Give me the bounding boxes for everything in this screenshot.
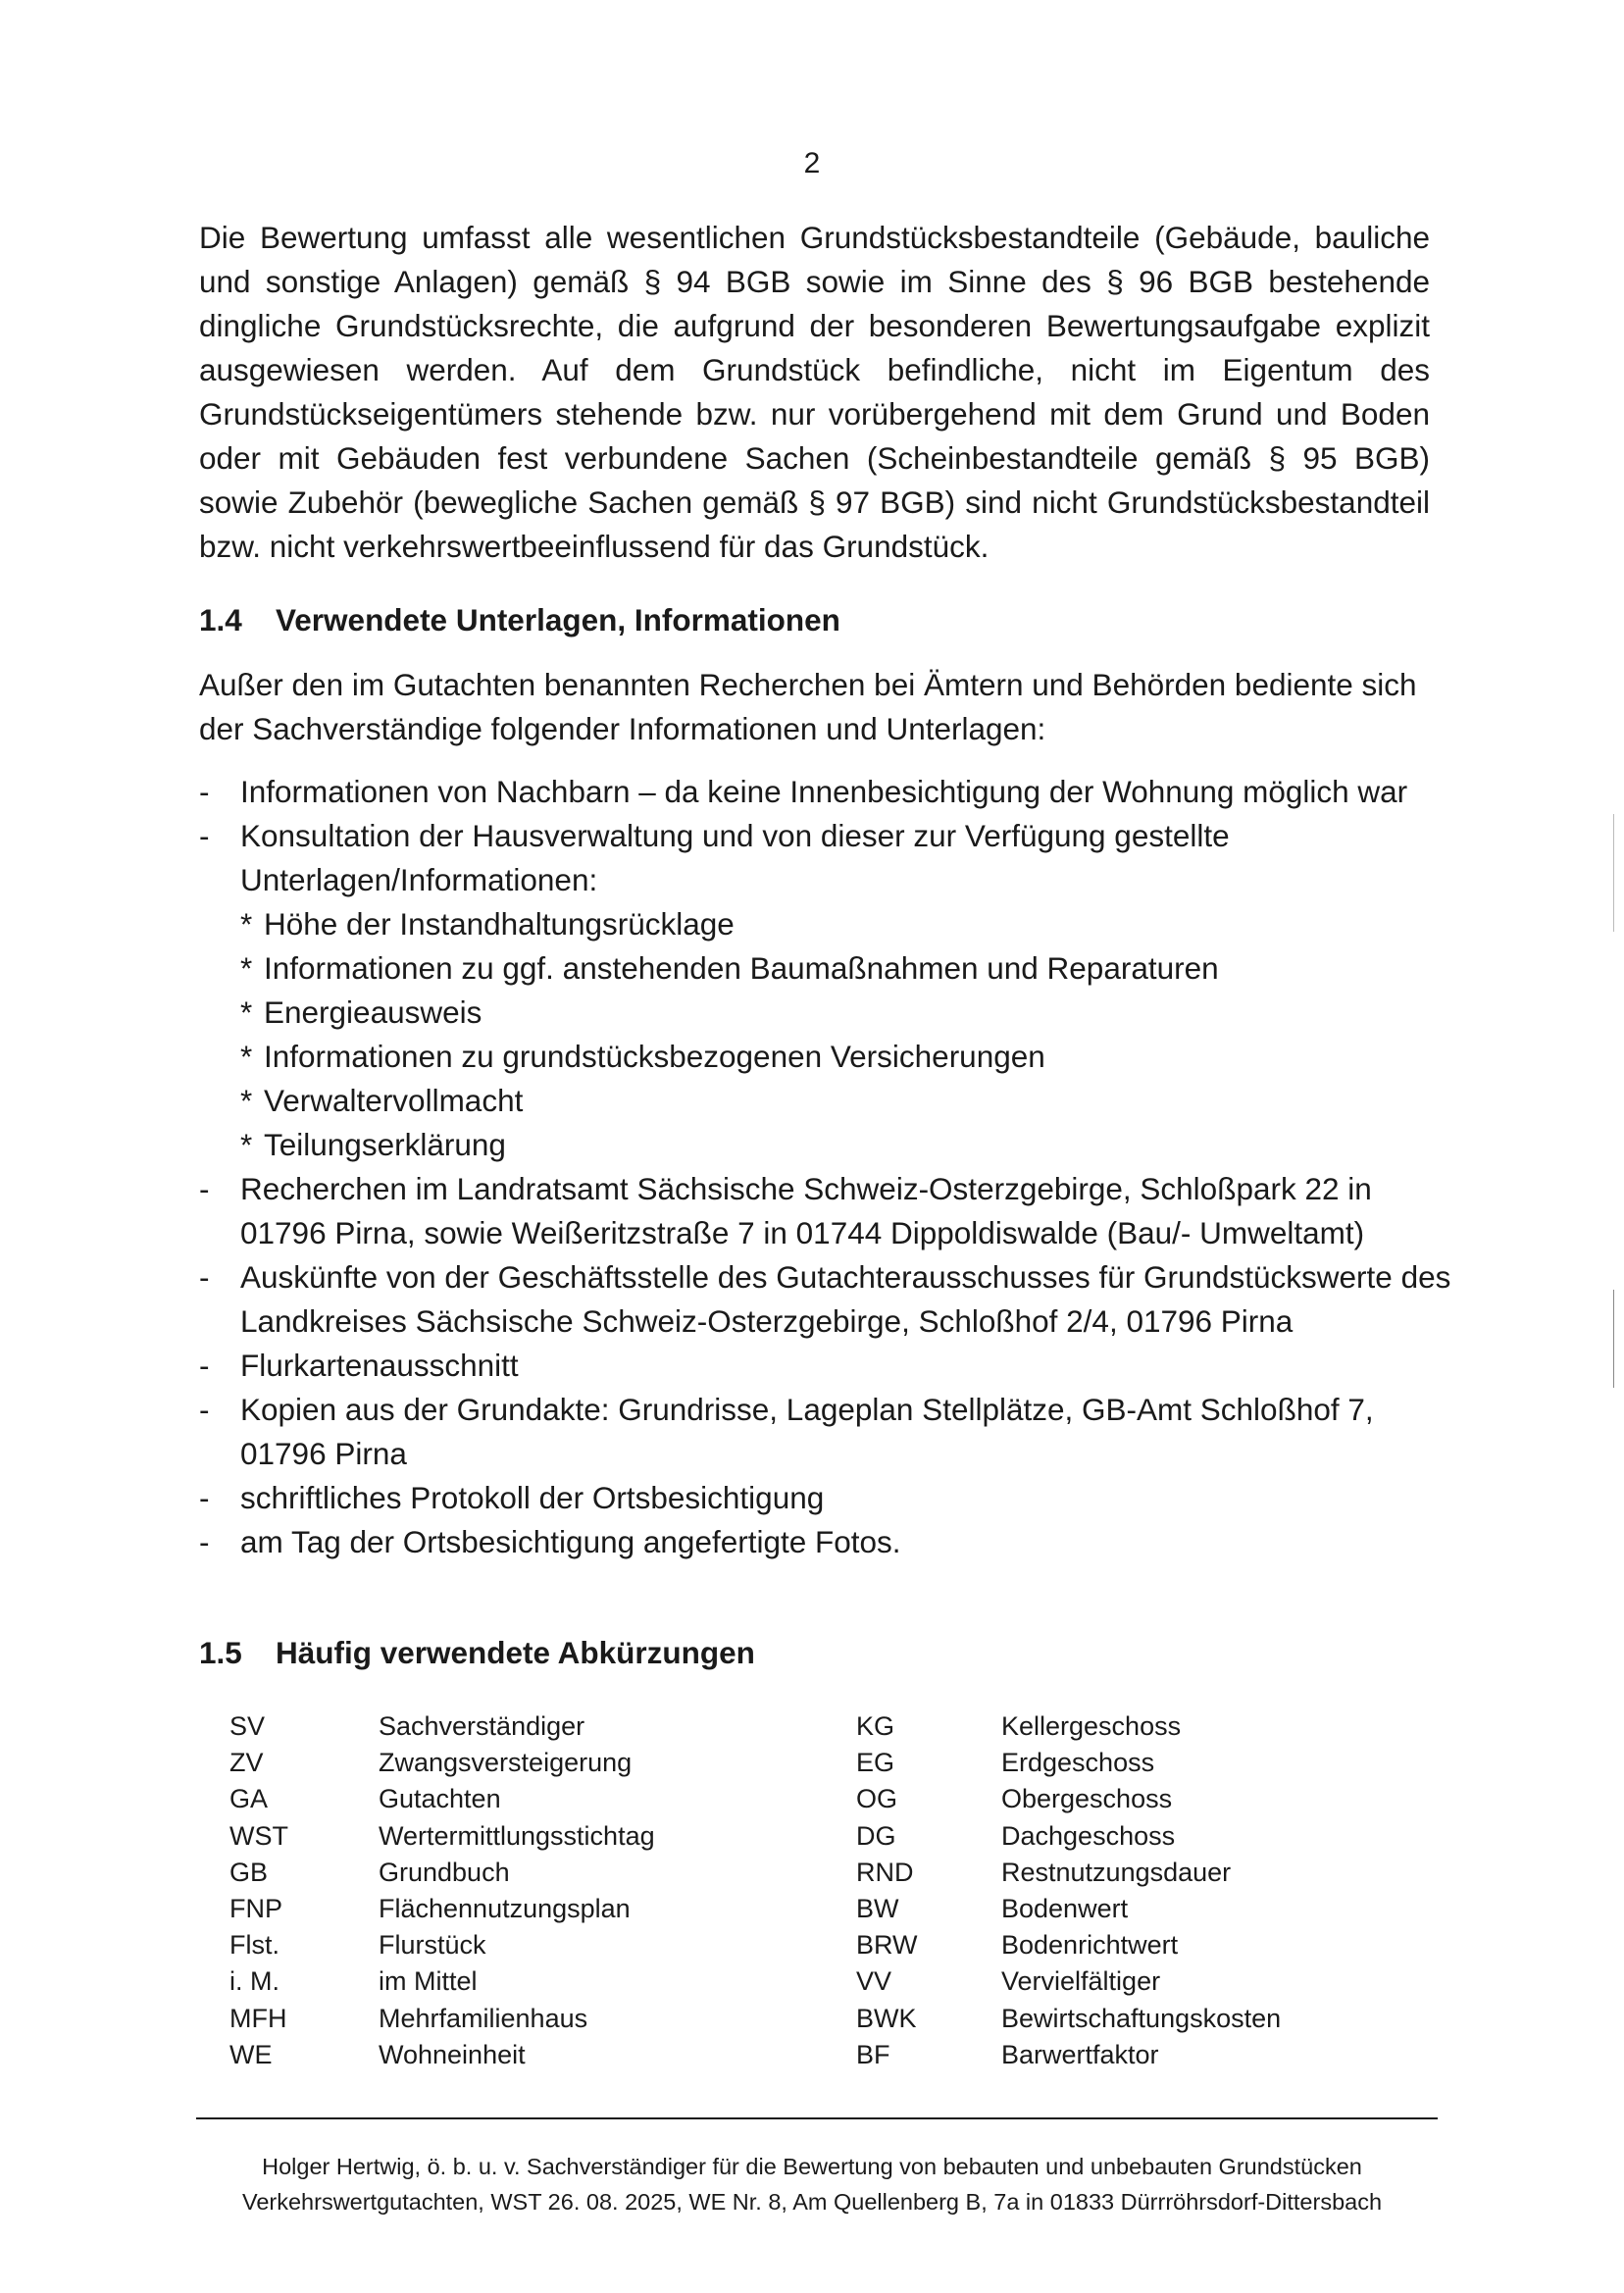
footer-divider: [196, 2117, 1438, 2119]
dash-marker: -: [199, 1171, 210, 1206]
abbr-meaning: Dachgeschoss: [1001, 1820, 1176, 1851]
star-marker: *: [240, 906, 253, 942]
table-row: [229, 1963, 1315, 2000]
sub-item: [240, 991, 1464, 1035]
dash-marker: -: [199, 1392, 210, 1427]
sources-list: [199, 770, 1464, 1564]
abbr-meaning: Erdgeschoss: [1001, 1748, 1155, 1778]
table-row: [229, 2037, 1315, 2073]
table-row: [229, 1818, 1315, 1855]
scan-artifact: [1613, 814, 1614, 932]
abbr-code: BW: [856, 1894, 899, 1924]
sub-item-text: Höhe der Instandhaltungsrücklage: [264, 906, 735, 942]
abbr-code: WE: [229, 2039, 273, 2069]
source-item-text: Kopien aus der Grundakte: Grundrisse, Lageplan Stellplätze, GB-Amt Schloßhof 7, 01796 Pirna: [240, 1392, 1374, 1471]
dash-marker: -: [199, 1524, 210, 1559]
section-title: Häufig verwendete Abkürzungen: [276, 1635, 755, 1670]
table-row: [229, 1891, 1315, 1927]
abbr-code: ZV: [229, 1748, 264, 1778]
table-row: [229, 1708, 1315, 1745]
table-row: [229, 1781, 1315, 1817]
abbr-code: OG: [856, 1784, 898, 1814]
source-item: [199, 1344, 1464, 1388]
star-marker: *: [240, 1083, 253, 1118]
sub-item: [240, 1079, 1464, 1123]
abbr-meaning: Grundbuch: [379, 1857, 510, 1887]
footer-line-1: Holger Hertwig, ö. b. u. v. Sachverständiger für die Bewertung von bebauten und unbebauten Grundstücken: [262, 2154, 1362, 2179]
section-heading-1-5: [199, 1635, 755, 1671]
abbr-code: VV: [856, 1966, 892, 1997]
sub-item-text: Verwaltervollmacht: [264, 1083, 524, 1118]
abbr-meaning: Barwertfaktor: [1001, 2039, 1159, 2069]
sub-item: [240, 946, 1464, 991]
sub-item-text: Energieausweis: [264, 994, 482, 1030]
abbr-meaning: Flurstück: [379, 1930, 486, 1961]
dash-marker: -: [199, 1259, 210, 1295]
abbr-meaning: Bodenrichtwert: [1001, 1930, 1179, 1961]
sub-item: [240, 1123, 1464, 1167]
abbr-code: KG: [856, 1711, 895, 1742]
sub-item: [240, 902, 1464, 946]
page-footer: [0, 2149, 1624, 2219]
abbr-code: GB: [229, 1857, 269, 1887]
abbr-meaning: Obergeschoss: [1001, 1784, 1173, 1814]
abbr-meaning: Bewirtschaftungskosten: [1001, 2003, 1282, 2033]
dash-marker: -: [199, 774, 210, 809]
sub-item-text: Informationen zu grundstücksbezogenen Versicherungen: [264, 1039, 1045, 1074]
star-marker: *: [240, 994, 253, 1030]
source-item: [199, 814, 1464, 1167]
section-intro-paragraph: Außer den im Gutachten benannten Recherchen bei Ämtern und Behörden bediente sich der Sachverständige folgender Informationen und Unterlagen:: [199, 667, 1417, 746]
abbr-code: MFH: [229, 2003, 287, 2033]
sub-list: [240, 902, 1464, 1167]
abbr-code: EG: [856, 1748, 895, 1778]
abbr-code: WST: [229, 1820, 288, 1851]
abbr-meaning: Flächennutzungsplan: [379, 1894, 631, 1924]
abbr-code: i. M.: [229, 1966, 279, 1997]
page-number: 2: [803, 147, 821, 179]
abbr-meaning: Wertermittlungsstichtag: [379, 1820, 655, 1851]
intro-paragraph: Die Bewertung umfasst alle wesentlichen Grundstücksbestandteile (Gebäude, bauliche und sonstige Anlagen) gemäß § 94 BGB sowie im Sinne des § 96 BGB bestehende dingliche Grundstücksrechte, die aufgrund der besonderen Bewertungsaufgabe explizit ausgewiesen werden. Auf dem Grundstück befindliche, nicht im Eigentum des Grundstückseigentümers stehende bzw. nur vorübergehend mit dem Grund und Boden oder mit Gebäuden fest verbundene Sachen (Scheinbestandteile gemäß § 95 BGB) sowie Zubehör (bewegliche Sachen gemäß § 97 BGB) sind nicht Grundstücksbestandteil bzw. nicht verkehrswertbeeinflussend für das Grundstück.: [199, 220, 1430, 564]
source-item: [199, 770, 1464, 814]
abbr-meaning: Wohneinheit: [379, 2039, 526, 2069]
abbr-meaning: Gutachten: [379, 1784, 501, 1814]
star-marker: *: [240, 950, 253, 986]
abbr-meaning: Vervielfältiger: [1001, 1966, 1161, 1997]
footer-line-2: Verkehrswertgutachten, WST 26. 08. 2025, WE Nr. 8, Am Quellenberg B, 7a in 01833 Dürrröhrsdorf-Dittersbach: [241, 2189, 1383, 2215]
abbr-code: Flst.: [229, 1930, 279, 1961]
source-item: [199, 1167, 1464, 1255]
source-item-text: Auskünfte von der Geschäftsstelle des Gutachterausschusses für Grundstückswerte des Landkreises Sächsische Schweiz-Osterzgebirge, Schloßhof 2/4, 01796 Pirna: [240, 1259, 1451, 1339]
table-row: [229, 2001, 1315, 2037]
abbr-code: BF: [856, 2039, 890, 2069]
source-item-text: Konsultation der Hausverwaltung und von dieser zur Verfügung gestellte Unterlagen/Informationen:: [240, 818, 1230, 897]
section-number: 1.4: [199, 602, 242, 637]
abbr-code: DG: [856, 1820, 896, 1851]
abbr-code: GA: [229, 1784, 269, 1814]
source-item-text: am Tag der Ortsbesichtigung angefertigte Fotos.: [240, 1524, 901, 1559]
abbr-meaning: Mehrfamilienhaus: [379, 2003, 588, 2033]
abbreviations-table: [229, 1708, 1315, 2073]
section-title: Verwendete Unterlagen, Informationen: [276, 602, 840, 637]
source-item-text: Informationen von Nachbarn – da keine Innenbesichtigung der Wohnung möglich war: [240, 774, 1408, 809]
source-item: [199, 1520, 1464, 1564]
abbr-code: BWK: [856, 2003, 917, 2033]
abbr-meaning: Restnutzungsdauer: [1001, 1857, 1232, 1887]
table-row: [229, 1745, 1315, 1781]
abbr-code: RND: [856, 1857, 914, 1887]
sub-item: [240, 1035, 1464, 1079]
star-marker: *: [240, 1039, 253, 1074]
table-row: [229, 1855, 1315, 1891]
abbr-meaning: Sachverständiger: [379, 1711, 585, 1742]
source-item-text: schriftliches Protokoll der Ortsbesichtigung: [240, 1480, 825, 1515]
abbr-meaning: im Mittel: [379, 1966, 478, 1997]
dash-marker: -: [199, 1480, 210, 1515]
source-item-text: Flurkartenausschnitt: [240, 1348, 519, 1383]
abbr-meaning: Bodenwert: [1001, 1894, 1129, 1924]
section-number: 1.5: [199, 1635, 242, 1670]
table-row: [229, 1927, 1315, 1963]
sub-item-text: Informationen zu ggf. anstehenden Baumaßnahmen und Reparaturen: [264, 950, 1219, 986]
dash-marker: -: [199, 1348, 210, 1383]
abbr-meaning: Kellergeschoss: [1001, 1711, 1182, 1742]
source-item: [199, 1476, 1464, 1520]
abbr-code: SV: [229, 1711, 266, 1742]
abbr-code: FNP: [229, 1894, 282, 1924]
star-marker: *: [240, 1127, 253, 1162]
section-heading-1-4: [199, 602, 840, 638]
source-item-text: Recherchen im Landratsamt Sächsische Schweiz-Osterzgebirge, Schloßpark 22 in 01796 Pirna, sowie Weißeritzstraße 7 in 01744 Dippoldiswalde (Bau/- Umweltamt): [240, 1171, 1372, 1250]
source-item: [199, 1388, 1464, 1476]
abbr-meaning: Zwangsversteigerung: [379, 1748, 633, 1778]
abbr-code: BRW: [856, 1930, 918, 1961]
source-item: [199, 1255, 1464, 1344]
dash-marker: -: [199, 818, 210, 853]
sub-item-text: Teilungserklärung: [264, 1127, 506, 1162]
scan-artifact: [1613, 1290, 1614, 1388]
